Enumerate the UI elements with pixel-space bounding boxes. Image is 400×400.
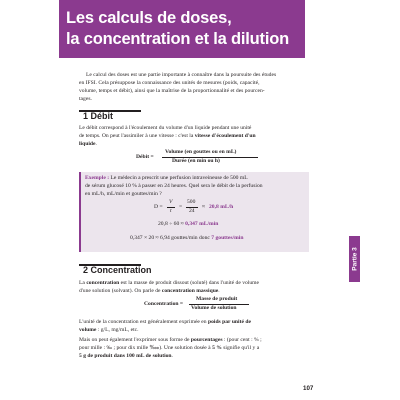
example-formula-v: V (169, 199, 173, 205)
example-line-1: Exemple : Le médecin a prescrit une perfusion intraveineuse de 500 mL (85, 175, 248, 181)
section-1-line-3: liquide. (79, 141, 97, 147)
example-formula-t: t (170, 208, 172, 214)
section-2-unit-line-2: volume : g/L, mg/mL, etc. (79, 327, 139, 333)
example-line-gouttes: 0,347 × 20 ≈ 6,94 gouttes/min donc 7 gouttes/min (130, 235, 244, 241)
intro-line-4: tages. (79, 96, 92, 102)
chapter-banner (59, 0, 343, 60)
debit-formula-numerator: Volume (en gouttes ou en mL) (165, 149, 237, 155)
concentration-formula-numerator: Masse de produit (196, 296, 238, 302)
chapter-title-line-2: la concentration et la dilution (66, 30, 289, 48)
intro-line-3: volume, temps et débit), ainsi que la maîtrise de la proportionnalité et des pourcen- (79, 88, 265, 94)
chapter-title-line-1: Les calculs de doses, (66, 9, 232, 27)
example-formula-approx: ≈ (202, 204, 206, 210)
section-2-percent-line-3: 5 g de produit dans 100 mL de solution. (79, 353, 173, 359)
intro-line-1: Le calcul des doses est une partie importante à connaître dans la poursuite des études (86, 72, 277, 78)
example-formula-eq: = (179, 204, 183, 210)
section-1-line-2: de temps. On peut l'assimiler à une vitesse : c'est la vitesse d'écoulement d'un (79, 133, 256, 139)
page-number: 107 (303, 385, 314, 392)
section-1-heading: 1 Débit (83, 111, 114, 121)
section-2-line-2: d'une solution (solvant). On parle de concentration massique. (79, 288, 220, 294)
concentration-formula-lhs: Concentration = (144, 301, 184, 307)
example-formula-den: 24 (189, 208, 195, 214)
example-formula-d: D = (154, 204, 163, 210)
debit-formula-denominator: Durée (en min ou h) (172, 158, 220, 164)
example-accent-bar (79, 172, 81, 252)
part-side-tab-label: Partie 3 (351, 247, 358, 271)
example-result-ml-min: 0,347 mL/min (185, 221, 219, 227)
section-2-percent-line-2: pour mille : ‰ ; pour dix mille ‱). Une solution dosée à 5 % signifie qu'il y a (79, 345, 260, 351)
example-line-3: en mL/h, mL/min et gouttes/min ? (85, 191, 162, 197)
section-1-line-1: Le débit correspond à l'écoulement du volume d'un liquide pendant une unité (79, 125, 252, 131)
example-line-ml-min: 20,8 ÷ 60 ≈ 0,347 mL/min (158, 221, 219, 227)
intro-line-2: en IFSI. Cela présuppose la connaissance des unités de mesures (poids, capacité, (79, 80, 260, 86)
example-result-ml-h: 20,8 mL/h (209, 204, 234, 210)
section-2-percent-line-1: Mais on peut également l'exprimer sous forme de pourcentages : (pour cent : % ; (79, 337, 262, 343)
section-2-line-1: La concentration est la masse de produit dissout (soluté) dans l'unité de volume (79, 280, 259, 286)
chapter-number: 9 (318, 11, 343, 60)
example-line-2: de sérum glucosé 10 % à passer en 24 heures. Quel sera le débit de la perfusion (85, 183, 263, 189)
section-2-heading: 2 Concentration (83, 265, 152, 275)
example-formula-num: 500 (187, 199, 196, 205)
debit-formula-lhs: Débit = (136, 154, 154, 160)
example-result-gouttes: 7 gouttes/min (211, 235, 244, 241)
section-2-unit-line-1: L'unité de la concentration est généralement exprimée en poids par unité de (79, 319, 251, 325)
concentration-formula-denominator: Volume de solution (191, 305, 237, 311)
part-side-tab (349, 236, 360, 282)
